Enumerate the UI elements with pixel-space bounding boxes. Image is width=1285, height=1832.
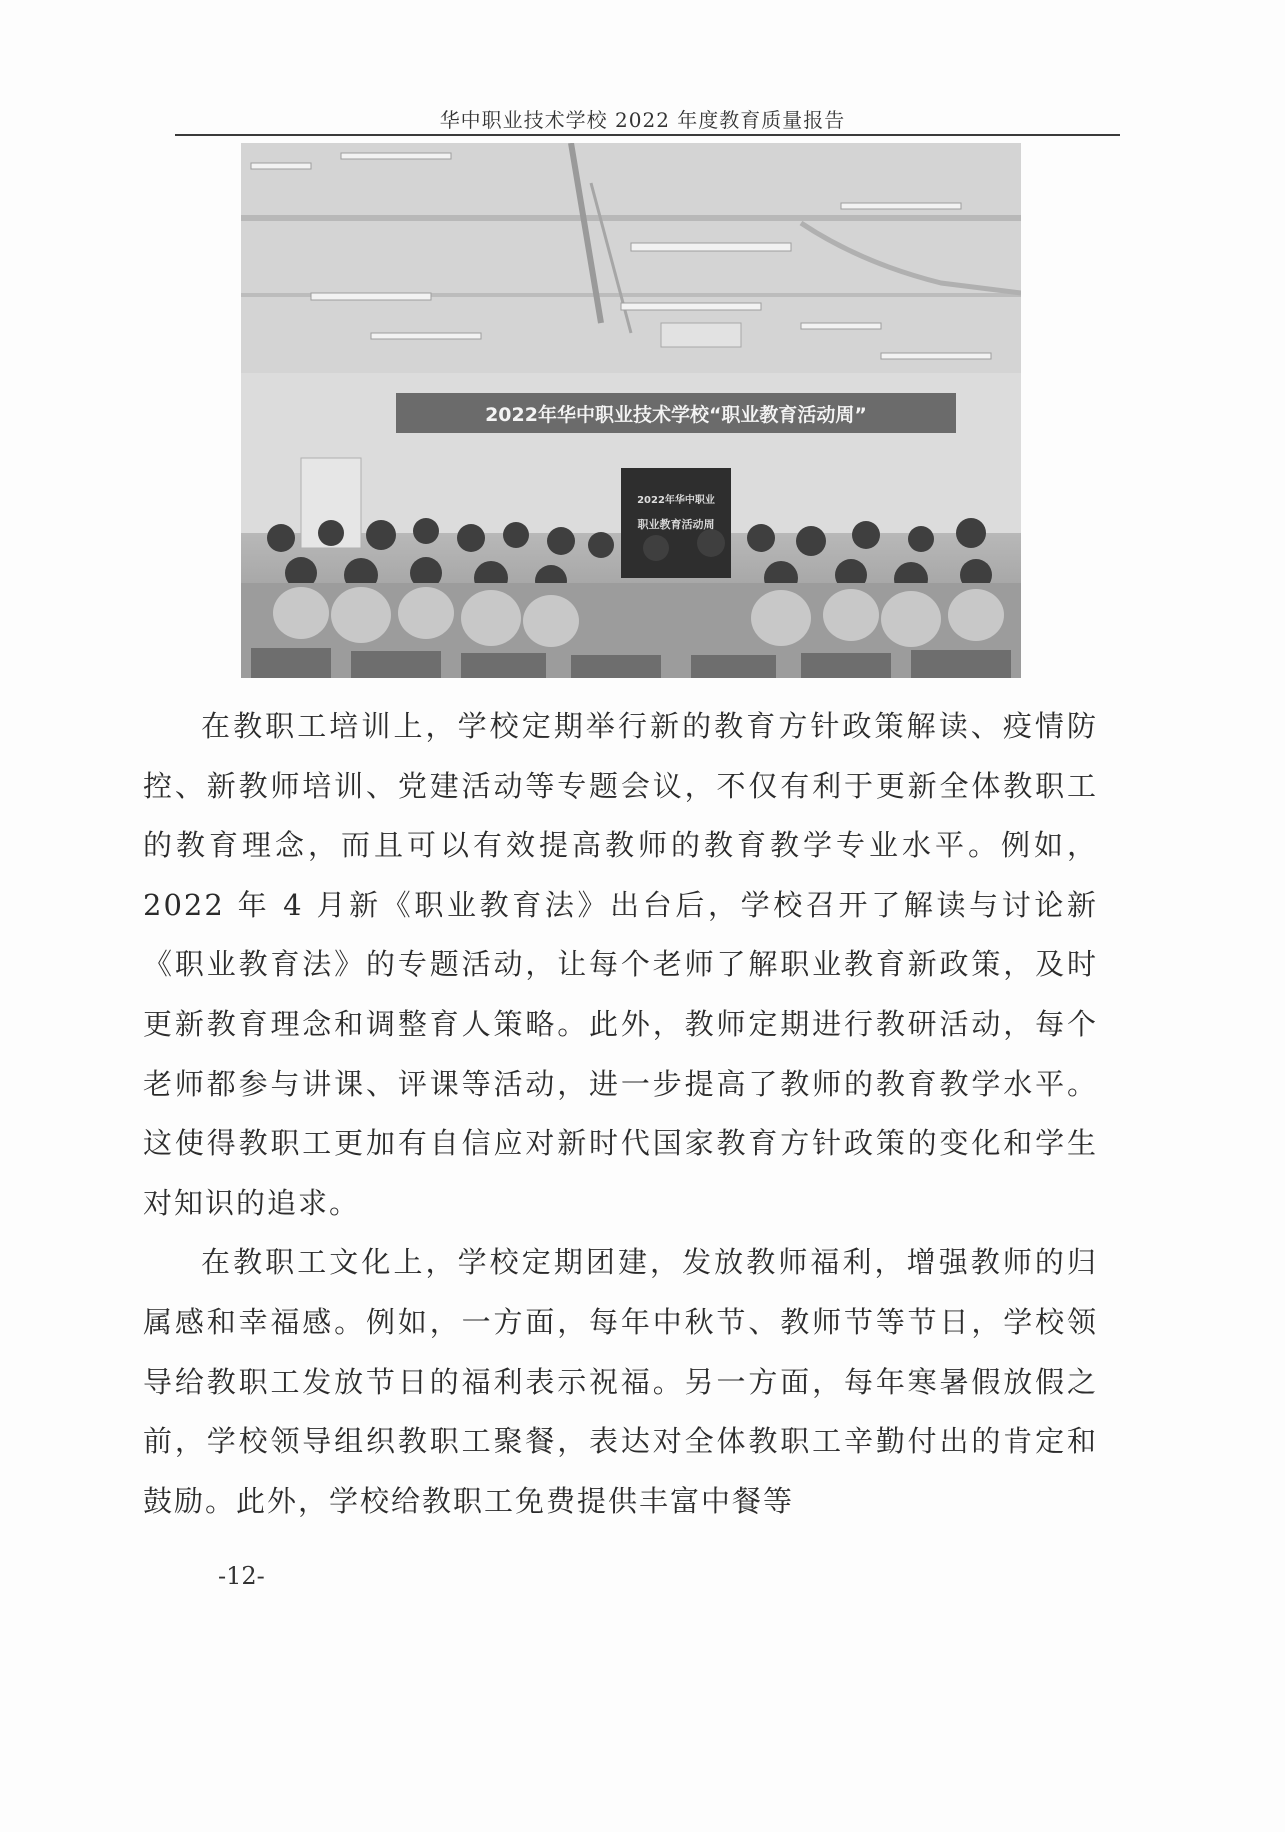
running-header: 华中职业技术学校 2022 年度教育质量报告 xyxy=(439,108,846,132)
banner-text: 2022年华中职业技术学校“职业教育活动周” xyxy=(485,404,867,426)
paragraph-staff-training: 在教职工培训上，学校定期举行新的教育方针政策解读、疫情防控、新教师培训、党建活动等专题会议，不仅有利于更新全体教职工的教育理念，而且可以有效提高教师的教育教学专业水平。例如，2022 年 4 月新《职业教育法》出台后，学校召开了解读与讨论新《职业教育法》的专题活动，让每个老师了解职业教育新政策，及时更新教育理念和调整育人策略。此外，教师定期进行教研活动，每个老师都参与讲课、评课等活动，进一步提高了教师的教育教学水平。这使得教职工更加有自信应对新时代国家教育方针政策的变化和学生对知识的追求。 xyxy=(143,709,1098,1220)
body-text xyxy=(143,697,1098,1531)
event-photo xyxy=(241,143,1021,678)
header-rule xyxy=(175,134,1120,136)
page-number: -12- xyxy=(218,1562,265,1590)
screen-text-line-1: 2022年华中职业 xyxy=(637,495,715,506)
paragraph-staff-culture: 在教职工文化上，学校定期团建，发放教师福利，增强教师的归属感和幸福感。例如，一方面，每年中秋节、教师节等节日，学校领导给教职工发放节日的福利表示祝福。另一方面，每年寒暑假放假之前，学校领导组织教职工聚餐，表达对全体教职工辛勤付出的肯定和鼓励。此外，学校给教职工免费提供丰富中餐等 xyxy=(143,1245,1098,1518)
screen-text-line-2: 职业教育活动周 xyxy=(637,518,715,531)
